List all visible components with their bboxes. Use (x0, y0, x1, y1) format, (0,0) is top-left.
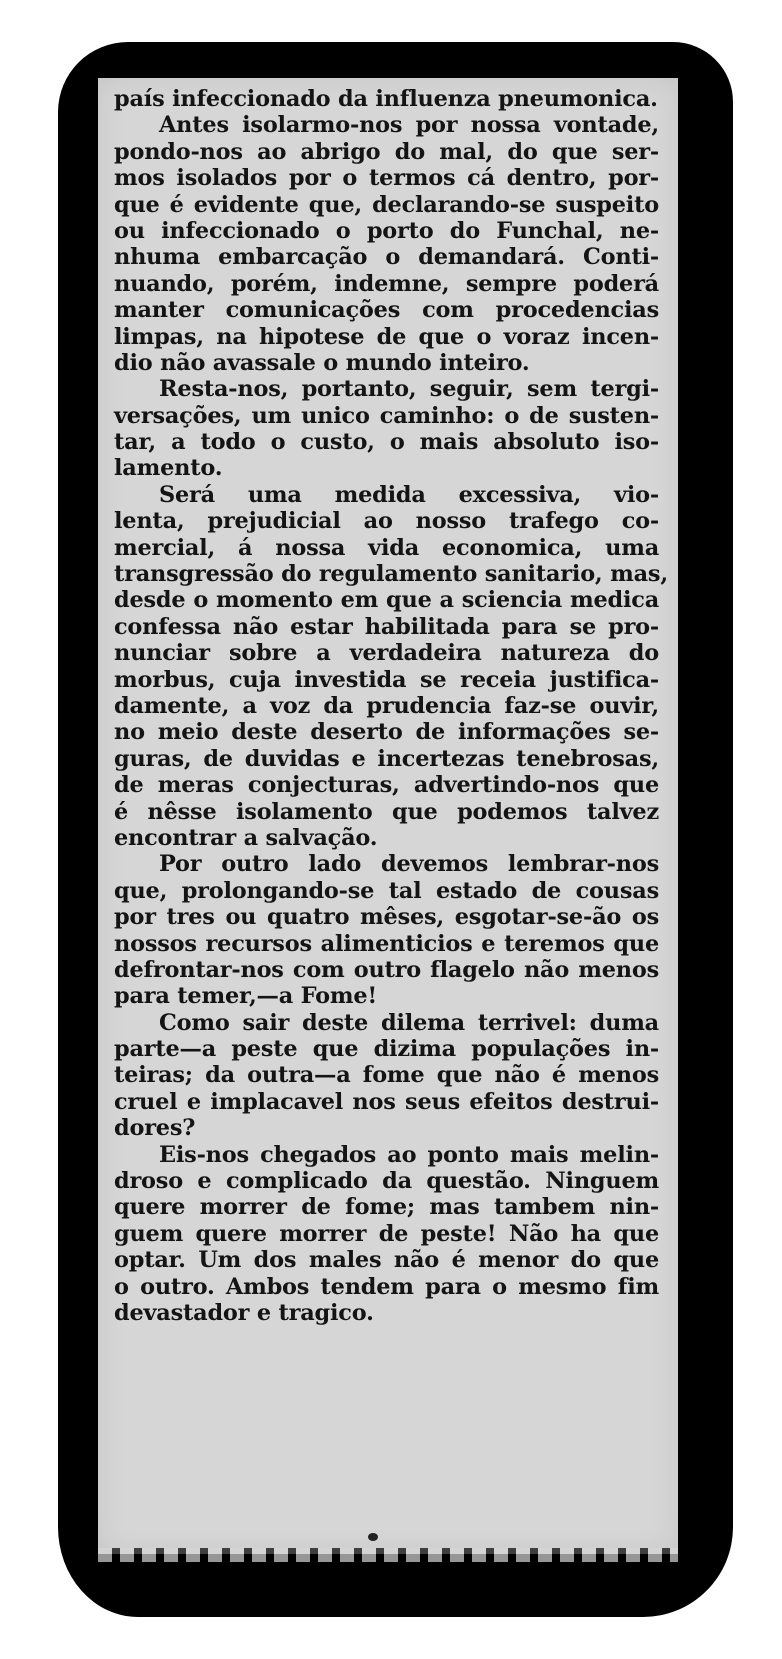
text-line: ou infeccionado o porto do Funchal, ne- (114, 217, 659, 244)
text-line: parte—a peste que dizima populações in- (114, 1036, 659, 1063)
text-line: limpas, na hipotese de que o voraz incen- (114, 323, 659, 350)
text-line: nhuma embarcação o demandará. Conti- (114, 244, 659, 271)
text-line: Como sair deste dilema terrivel: duma (159, 1009, 659, 1036)
text-line: guras, de duvidas e incertezas tenebrosas, (114, 745, 659, 772)
text-line: devastador e tragico. (114, 1299, 374, 1326)
text-line: tar, a todo o custo, o mais absoluto iso- (114, 429, 659, 456)
text-line: Por outro lado devemos lembrar-nos (159, 851, 659, 878)
newspaper-clipping (98, 78, 678, 1554)
text-line: Será uma medida excessiva, vio- (159, 481, 659, 508)
text-line: desde o momento em que a sciencia medica (114, 587, 659, 614)
paragraph-1 (114, 86, 659, 112)
text-line: é nêsse isolamento que podemos talvez (114, 798, 659, 825)
text-line: pondo-nos ao abrigo do mal, do que ser- (114, 138, 659, 165)
text-line: versações, um unico caminho: o de susten- (114, 402, 659, 429)
text-line: Antes isolarmo-nos por nossa vontade, (159, 112, 659, 139)
paragraph-3 (114, 376, 659, 482)
text-line: transgressão do regulamento sanitario, mas, (114, 561, 668, 588)
text-line: morbus, cuja investida se receia justifica- (114, 666, 659, 693)
paragraph-6 (114, 1010, 659, 1142)
text-line: Eis-nos chegados ao ponto mais melin- (159, 1141, 659, 1168)
text-line: no meio deste deserto de informações se- (114, 719, 659, 746)
paragraph-5 (114, 851, 659, 1009)
text-line: mercial, á nossa vida economica, uma (114, 534, 659, 561)
text-line: mos isolados por o termos cá dentro, por- (114, 165, 659, 192)
text-line: defrontar-nos com outro flagelo não menos (114, 956, 659, 983)
paragraph-7 (114, 1142, 659, 1327)
text-line: que, prolongando-se tal estado de cousas (114, 877, 659, 904)
text-line: lamento. (114, 455, 223, 482)
text-line: manter comunicações com procedencias (114, 297, 659, 324)
text-line: dio não avassale o mundo inteiro. (114, 349, 530, 376)
ink-dot (368, 1533, 378, 1541)
paragraph-4 (114, 481, 668, 851)
torn-edge (98, 1548, 678, 1562)
text-line: de meras conjecturas, advertindo-nos que (114, 772, 659, 799)
text-line: o outro. Ambos tendem para o mesmo fim (114, 1273, 659, 1300)
text-line: confessa não estar habilitada para se pro- (114, 613, 659, 640)
text-line: guem quere morrer de peste! Não ha que (114, 1220, 659, 1247)
text-line: para temer,—a Fome! (114, 983, 378, 1010)
text-line: lenta, prejudicial ao nosso trafego co- (114, 508, 659, 535)
article-column (114, 86, 668, 1326)
text-line: país infeccionado da influenza pneumonica. (114, 86, 658, 112)
text-line: quere morrer de fome; mas tambem nin- (114, 1194, 659, 1221)
text-line: Resta-nos, portanto, seguir, sem tergi- (159, 376, 659, 403)
text-line: que é evidente que, declarando-se suspeito (114, 191, 659, 218)
text-line: optar. Um dos males não é menor do que (114, 1247, 659, 1274)
text-line: nuando, porém, indemne, sempre poderá (114, 270, 659, 297)
text-line: por tres ou quatro mêses, esgotar-se-ão os (114, 904, 659, 931)
text-line: dores? (114, 1115, 196, 1142)
text-line: damente, a voz da prudencia faz-se ouvir, (114, 692, 659, 719)
text-line: droso e complicado da questão. Ninguem (114, 1168, 659, 1195)
text-line: cruel e implacavel nos seus efeitos destrui- (114, 1088, 659, 1115)
text-line: nossos recursos alimenticios e teremos que (114, 930, 659, 957)
paragraph-2 (114, 112, 659, 376)
text-line: encontrar a salvação. (114, 824, 378, 851)
text-line: nunciar sobre a verdadeira natureza do (114, 640, 659, 667)
text-line: teiras; da outra—a fome que não é menos (114, 1062, 659, 1089)
